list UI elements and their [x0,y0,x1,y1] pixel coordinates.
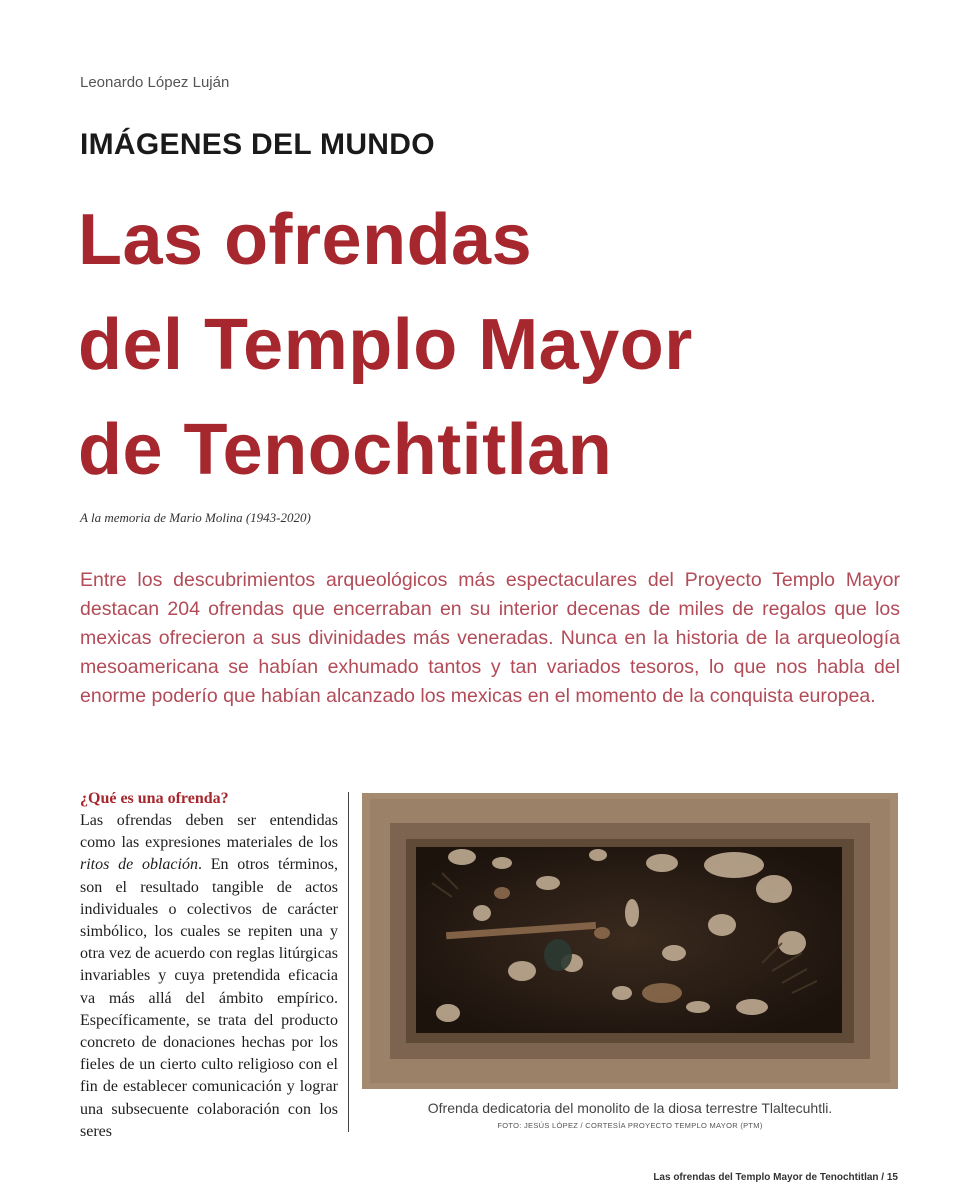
author-name: Leonardo López Luján [80,74,230,91]
column-divider [348,792,349,1132]
body-text-rest: . En otros términos, son el resultado tangible de actos individuales o colectivos de carácter simbólico, los cuales se repiten una y otra vez de acuerdo con reglas litúrgicas invariables y cuya pretendida eficacia va más allá del ámbito empírico. Específicamente, se trata del producto concreto de donaciones hechas por los fieles de un cierto culto religioso con el fin de establecer comunicación y lograr una subsecuente colaboración con los seres [80,856,339,1140]
lead-paragraph: Entre los descubrimientos arqueológicos más espectaculares del Proyecto Templo Mayor destacan 204 ofrendas que encerraban en su interior decenas de miles de regalos que los mexicas ofrecieron a sus divinidades más veneradas. Nunca en la historia de la arqueología mesoamericana se habían exhumado tantos y tan variados tesoros, lo que nos habla del enorme poderío que habían alcanzado los mexicas en el momento de la conquista europea. [80,569,900,707]
article-title [78,188,898,503]
body-column [80,790,338,1143]
photo-credit: FOTO: JESÚS LÓPEZ / CORTESÍA PROYECTO TEMPLO MAYOR (PTM) [497,1121,763,1130]
running-footer: Las ofrendas del Templo Mayor de Tenochtitlan / 15 [653,1172,898,1183]
offering-photo-illustration [362,793,898,1089]
subheading: ¿Qué es una ofrenda? [80,790,229,807]
photo-caption: Ofrenda dedicatoria del monolito de la diosa terrestre Tlaltecuhtli. [427,1100,833,1116]
body-text-italic: ritos de oblación [80,856,198,874]
title-line-1: Las ofrendas [78,200,533,280]
body-text-intro: Las ofrendas deben ser entendidas como las expresiones materiales de los [80,812,338,852]
title-line-2: del Templo Mayor [78,305,693,385]
dedication: A la memoria de Mario Molina (1943-2020) [80,510,311,525]
body-paragraph [80,810,338,1143]
title-line-3: de Tenochtitlan [78,410,613,490]
offering-photo [362,793,898,1089]
section-kicker: IMÁGENES DEL MUNDO [80,128,435,161]
